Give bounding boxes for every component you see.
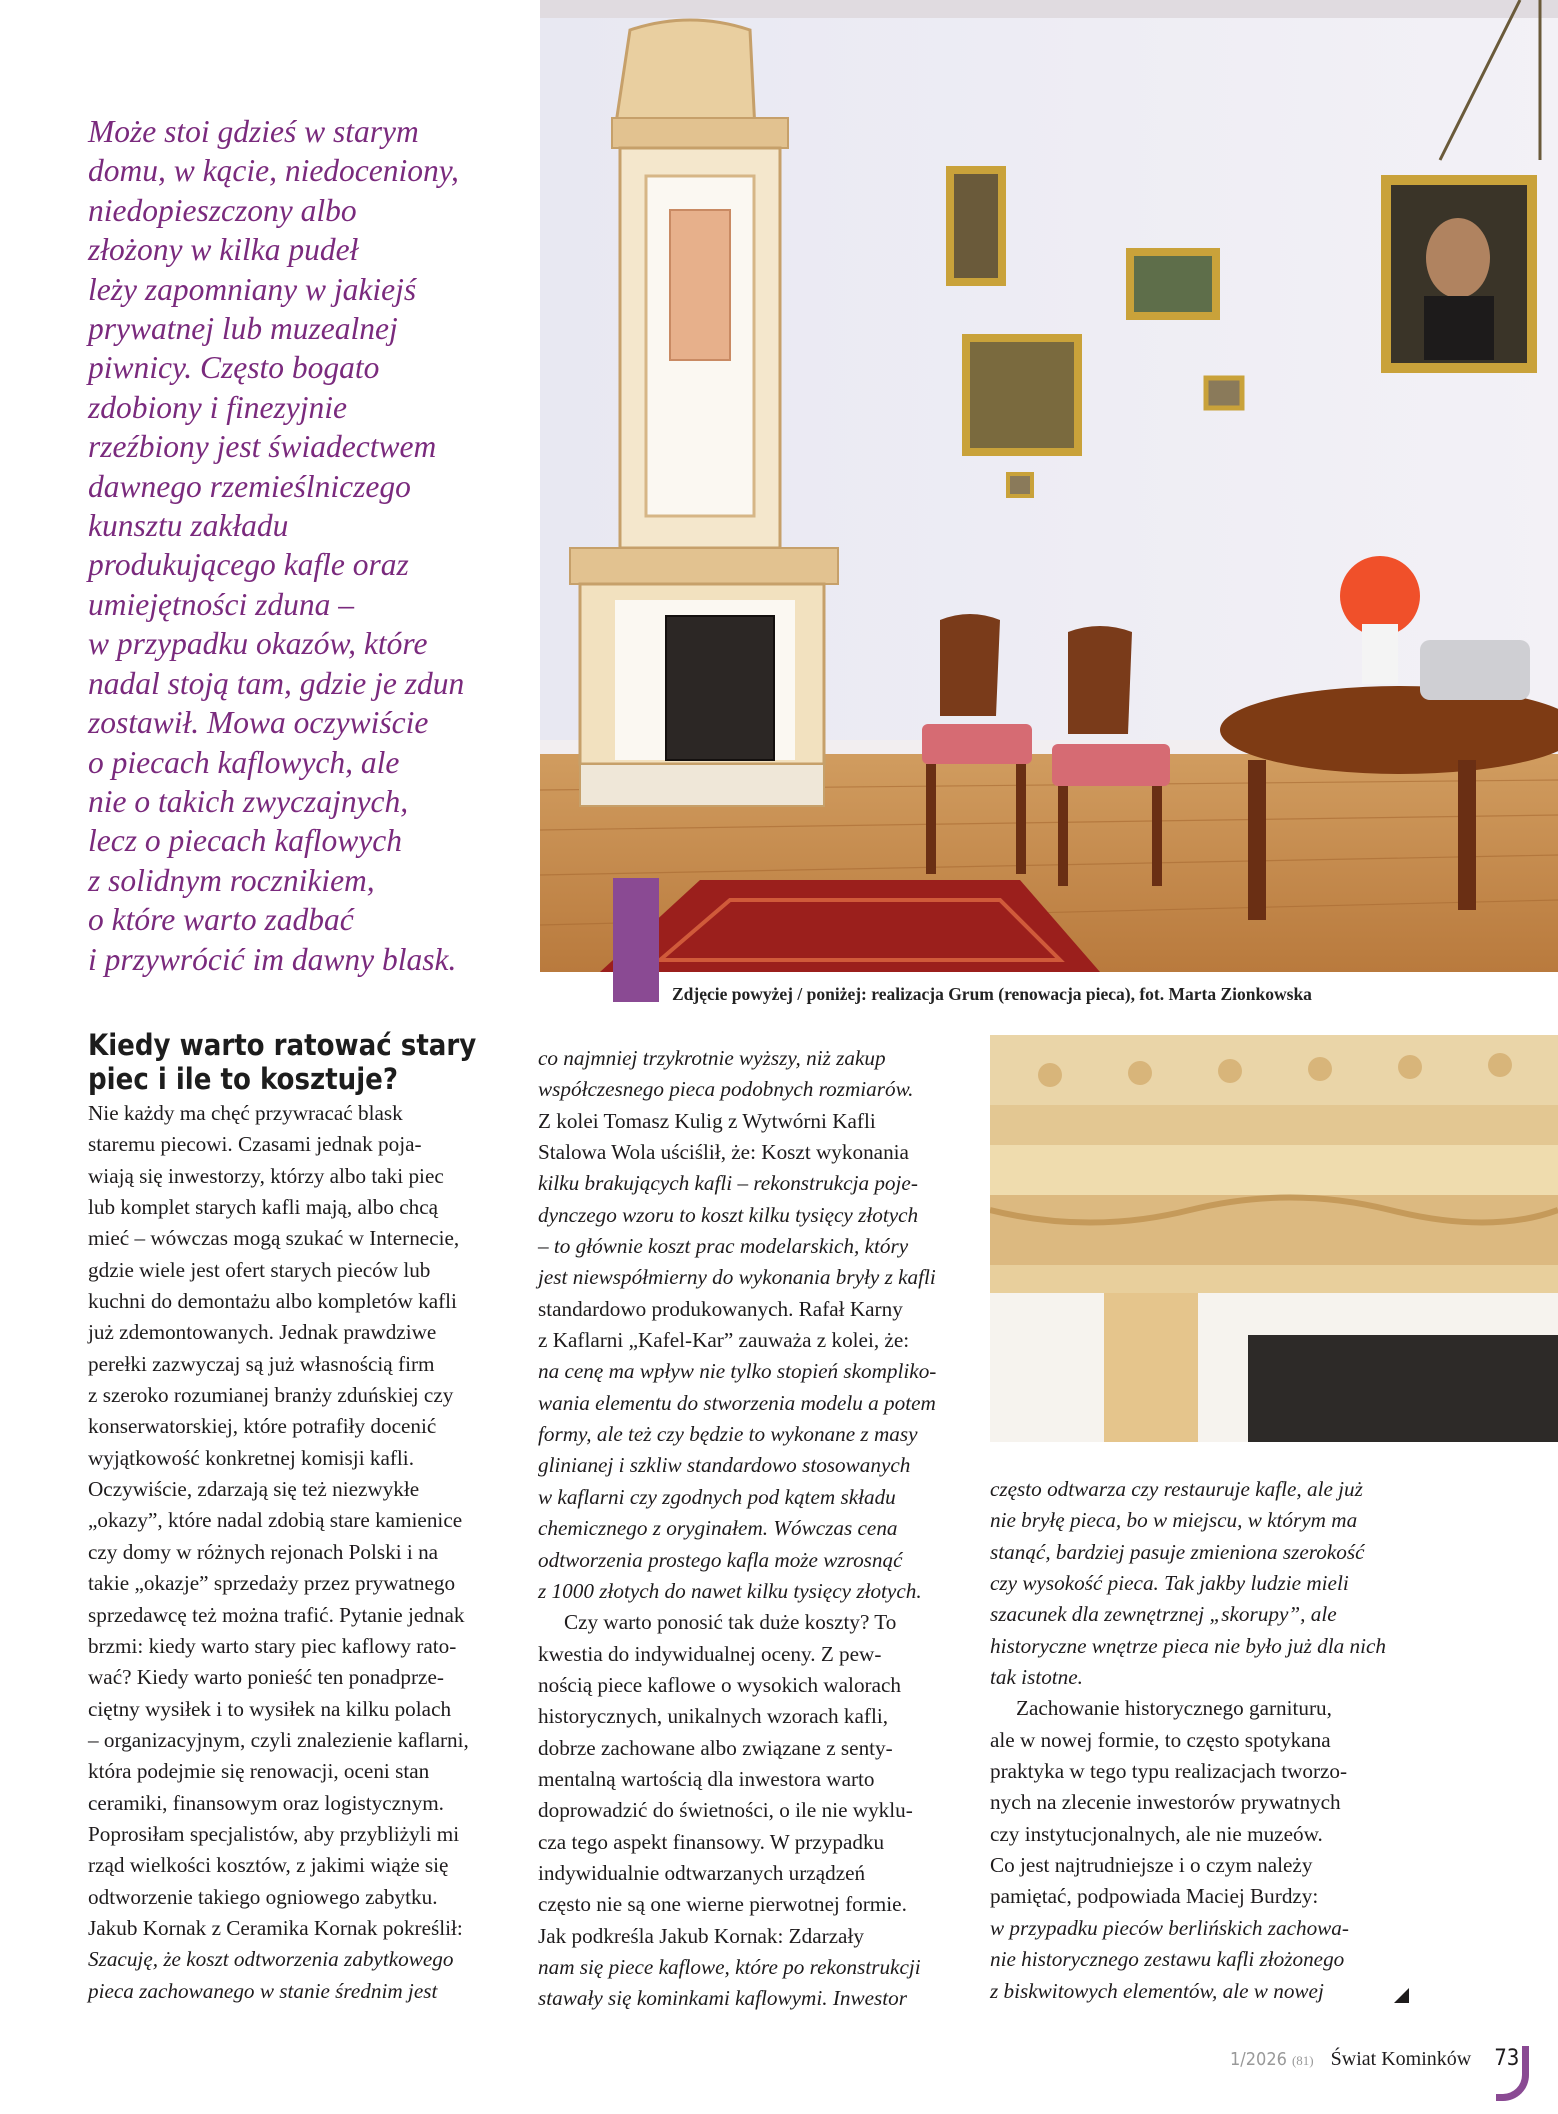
quote-line: nie bryłę pieca, bo w miejscu, w którym ma [990,1508,1358,1533]
issue-number: (81) [1291,2053,1314,2068]
intro-line: zostawił. Mowa oczywiście [88,705,429,741]
quote-line: historyczne wnętrze pieca nie było już dla nich [990,1633,1387,1658]
intro-line: prywatnej lub muzealnej [88,311,398,347]
intro-line: lecz o piecach kaflowych [88,823,403,859]
intro-line: produkującego kafle oraz [88,547,409,583]
intro-line: nadal stoją tam, gdzie je zdun [88,665,465,701]
body-line: z szeroko rozumianej branży zduńskiej czy [88,1383,454,1408]
intro-line: leży zapomniany w jakiejś [88,271,417,307]
body-line: mentalną wartością dla inwestora warto [538,1766,875,1791]
quote-line: tak istotne. [990,1665,1083,1690]
quote-line: pieca zachowanego w stanie średnim jest [88,1978,438,2003]
quote-line: jest niewspółmierny do wykonania bryły z kafli [538,1265,936,1290]
body-line: praktyka w tego typu realizacjach tworzo- [990,1759,1348,1784]
intro-line: Może stoi gdzieś w starym [88,114,419,149]
body-line: wać? Kiedy warto ponieść ten ponadprze- [88,1665,444,1690]
body-line: ciętny wysiłek i to wysiłek na kilku polach [88,1696,452,1721]
body-line: Oczywiście, zdarzają się też niezwykłe [88,1477,420,1502]
body-line: Jak podkreśla Jakub Kornak: Zdarzały [538,1923,864,1948]
body-line: cza tego aspekt finansowy. W przypadku [538,1829,885,1854]
body-line: kuchni do demontażu albo kompletów kafli [88,1289,457,1314]
body-line: sprzedawcę też można trafić. Pytanie jednak [88,1602,465,1627]
body-line: takie „okazje” sprzedaży przez prywatnego [88,1571,456,1596]
quote-line: często odtwarza czy restauruje kafle, ale już [990,1477,1363,1501]
body-line: lub komplet starych kafli mają, albo chcą [88,1195,439,1220]
body-line: staremu piecowi. Czasami jednak poja- [88,1132,422,1157]
body-line: wyjątkowość konkretnej komisji kafli. [88,1445,414,1470]
quote-line: na cenę ma wpływ nie tylko stopień skomplikо- [538,1359,937,1384]
quote-line: stawały się kominkami kaflowymi. Inwestor [538,1986,907,2011]
body-line: Stalowa Wola uściślił, że: Koszt wykonania [538,1140,909,1165]
body-line: brzmi: kiedy warto stary piec kaflowy rato- [88,1633,457,1658]
stove-detail-photo [990,1035,1558,1442]
body-line: gdzie wiele jest ofert starych pieców lub [88,1257,431,1282]
intro-line: zdobiony i finezyjnie [88,389,347,425]
issue-label: 1/2026 [1230,2049,1287,2070]
quote-line: odtworzenia prostego kafla może wzrosnąć [538,1547,903,1572]
body-line: doprowadzić do świetności, o ile nie wyklu- [538,1798,913,1823]
footer-curl-ornament [1496,2046,1529,2101]
body-line: Jakub Kornak z Ceramika Kornak pokreślił: [88,1915,463,1940]
body-line: Poprosiłam specjalistów, aby przybliżyli mi [88,1821,460,1846]
body-column-1 [88,1098,528,2007]
body-line: kwestia do indywidualnej oceny. Z pew- [538,1641,882,1666]
intro-line: o piecach kaflowych, ale [88,744,400,780]
intro-text [88,112,528,979]
quote-line: kilku brakujących kafli – rekonstrukcja poje- [538,1171,918,1196]
quote-line: współczesnego pieca podobnych rozmiarów. [538,1077,914,1102]
body-line: perełki zazwyczaj są już własnością firm [88,1351,435,1376]
quote-line: szacunek dla zewnętrznej „skorupy”, ale [990,1602,1337,1627]
body-line: która podejmie się renowacji, oceni stan [88,1759,430,1784]
body-line: Z kolei Tomasz Kulig z Wytwórni Kafli [538,1108,876,1133]
body-column-3 [990,1474,1430,2007]
quote-line: Szacuję, że koszt odtworzenia zabytkowego [88,1947,454,1972]
quote-line: – to głównie koszt prac modelarskich, który [538,1234,909,1259]
body-line: wiają się inwestorzy, którzy albo taki piec [88,1163,444,1188]
body-line: historycznych, unikalnych wzorach kafli, [538,1704,889,1729]
body-line: nością piece kaflowe o wysokich walorach [538,1672,901,1697]
quote-line: glinianej i szkliw standardowo stosowanych [538,1453,911,1478]
body-line: nych na zlecenie inwestorów prywatnych [990,1790,1341,1815]
body-line: – organizacyjnym, czyli znalezienie kaflarni, [88,1727,469,1752]
continue-arrow-icon [1394,1988,1409,2003]
body-line: standardowo produkowanych. Rafał Karny [538,1296,903,1321]
body-line: konserwatorskiej, które potrafiły docenić [88,1414,437,1439]
quote-line: w przypadku pieców berlińskich zachowa- [990,1915,1349,1940]
quote-line: czy wysokość pieca. Tak jakby ludzie mieli [990,1571,1349,1596]
body-line: Czy warto ponosić tak duże koszty? To [564,1610,897,1635]
intro-line: umiejętności zduna – [88,586,354,622]
intro-line: i przywrócić im dawny blask. [88,941,457,977]
intro-line: niedopieszczony albo [88,192,357,228]
quote-line: w kaflarni czy zgodnych pod kątem składu [538,1484,896,1509]
quote-line: z 1000 złotych do nawet kilku tysięcy złotych. [538,1578,922,1603]
intro-line: kunsztu zakładu [88,508,289,544]
intro-line: w przypadku okazów, które [88,626,428,662]
body-line: „okazy”, które nadal zdobią stare kamienice [88,1508,463,1533]
intro-line: piwnicy. Często bogato [88,350,380,386]
intro-line: o które warto zadbać [88,902,354,938]
stove-room-photo [540,0,1558,972]
body-line: już zdemontowanych. Jednak prawdziwe [88,1320,437,1345]
quote-line: stanąć, bardziej pasuje zmieniona szerokość [990,1539,1365,1564]
section-heading [88,1028,508,1096]
intro-line: rzeźbiony jest świadectwem [88,429,437,465]
body-line: Co jest najtrudniejsze i o czym należy [990,1853,1313,1878]
body-line: pamiętać, podpowiada Maciej Burdzy: [990,1884,1319,1909]
quote-line: z biskwitowych elementów, ale w nowej [990,1978,1324,2003]
intro-line: dawnego rzemieślniczego [88,468,411,504]
body-line: dobrze zachowane albo związane z senty- [538,1735,893,1760]
page-footer [1230,2046,1519,2076]
body-line: mieć – wówczas mogą szukać w Internecie, [88,1226,460,1251]
body-line: z Kaflarni „Kafel-Kar” zauważa z kolei, że: [538,1328,910,1353]
quote-line: formy, ale też czy będzie to wykonane z masy [538,1422,918,1447]
intro-line: nie o takich zwyczajnych, [88,783,409,819]
intro-line: z solidnym rocznikiem, [88,862,375,898]
quote-line: nam się piece kaflowe, które po rekonstrukcji [538,1954,921,1979]
quote-line: wania elementu do stworzenia modelu a potem [538,1390,936,1415]
magazine-name: Świat Kominków [1330,2048,1472,2070]
page-number: 73 [1494,2046,1520,2071]
body-line: Zachowanie historycznego garnituru, [1016,1696,1332,1721]
quote-line: dynczego wzoru to koszt kilku tysięcy złotych [538,1202,919,1227]
body-line: rząd wielkości kosztów, z jakimi wiąże się [88,1853,449,1878]
body-line: odtworzenie takiego ogniowego zabytku. [88,1884,438,1909]
body-column-2 [538,1043,978,2015]
heading-line: Kiedy warto ratować stary [88,1028,477,1062]
intro-line: domu, w kącie, niedoceniony, [88,153,459,189]
quote-line: co najmniej trzykrotnie wyższy, niż zakup [538,1046,886,1070]
body-line: ale w nowej formie, to często spotykana [990,1727,1331,1752]
quote-line: nie historycznego zestawu kafli złożonego [990,1947,1345,1972]
body-line: czy instytucjonalnych, ale nie muzeów. [990,1821,1323,1846]
photo-caption: Zdjęcie powyżej / poniżej: realizacja Grum (renowacja pieca), fot. Marta Zionkowska [672,984,1312,1004]
quote-line: chemicznego z oryginałem. Wówczas cena [538,1516,898,1541]
body-line: ceramiki, finansowym oraz logistycznym. [88,1790,444,1815]
intro-line: złożony w kilka pudeł [88,232,359,268]
body-line: często nie są one wierne pierwotnej formie. [538,1892,907,1917]
body-line: Nie każdy ma chęć przywracać blask [88,1101,403,1125]
body-line: indywidualnie odtwarzanych urządzeń [538,1860,866,1885]
heading-line: piec i ile to kosztuje? [88,1062,399,1096]
caption-marker [613,878,659,1002]
body-line: czy domy w różnych rejonach Polski i na [88,1539,439,1564]
